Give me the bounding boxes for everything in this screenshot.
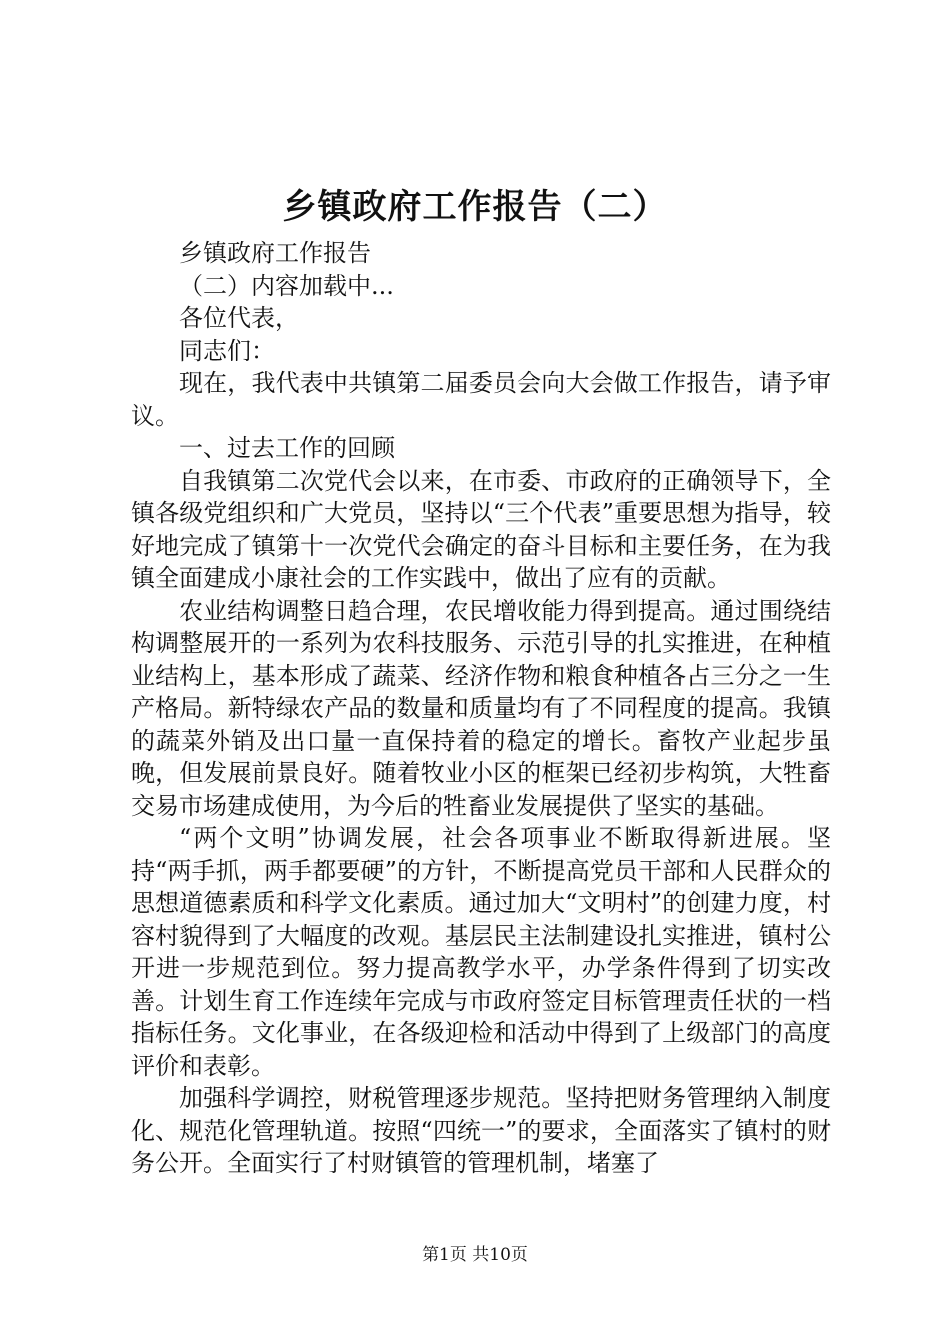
paragraph-agriculture: 农业结构调整日趋合理，农民增收能力得到提高。通过围绕结构调整展开的一系列为农科技服务、示范引导的扎实推进，在种植业结构上，基本形成了蔬菜、经济作物和粮食种植各占三分之一生产格局。新特绿农产品的数量和质量均有了不同程度的提高。我镇的蔬菜外销及出口量一直保持着的稳定的增长。畜牧产业起步虽晚，但发展前景良好。随着牧业小区的框架已经初步构筑，大牲畜交易市场建成使用，为今后的牲畜业发展提供了坚实的基础。 (131, 596, 831, 820)
paragraph-greeting-comrades: 同志们： (179, 336, 275, 365)
document-title: 乡镇政府工作报告（二） (282, 187, 668, 227)
paragraph-overview: 自我镇第二次党代会以来，在市委、市政府的正确领导下，全镇各级党组织和广大党员，坚持以“三个代表”重要思想为指导，较好地完成了镇第十一次党代会确定的奋斗目标和主要任务，在为我镇全面建成小康社会的工作实践中，做出了应有的贡献。 (131, 466, 831, 592)
paragraph-greeting-representatives: 各位代表， (179, 304, 299, 332)
paragraph-loading-note: （二）内容加载中... (179, 271, 394, 300)
section-heading-review: 一、过去工作的回顾 (179, 434, 395, 462)
paragraph-finance: 加强科学调控，财税管理逐步规范。坚持把财务管理纳入制度化、规范化管理轨道。按照“四统一”的要求，全面落实了镇村的财务公开。全面实行了村财镇管的管理机制，堵塞了 (131, 1084, 831, 1177)
paragraph-civilization: “两个文明”协调发展，社会各项事业不断取得新进展。坚持“两手抓，两手都要硬”的方针，不断提高党员干部和人民群众的思想道德素质和科学文化素质。通过加大“文明村”的创建力度，村容村貌得到了大幅度的改观。基层民主法制建设扎实推进，镇村公开进一步规范到位。努力提高教学水平，办学条件得到了切实改善。计划生育工作连续年完成与市政府签定目标管理责任状的一档指标任务。文化事业，在各级迎检和活动中得到了上级部门的高度评价和表彰。 (131, 824, 831, 1080)
document-body (131, 237, 831, 1180)
paragraph-introduction: 现在，我代表中共镇第二届委员会向大会做工作报告，请予审议。 (131, 369, 831, 430)
paragraph-report-name: 乡镇政府工作报告 (179, 239, 371, 267)
page-number: 第1页 共10页 (422, 1245, 528, 1265)
